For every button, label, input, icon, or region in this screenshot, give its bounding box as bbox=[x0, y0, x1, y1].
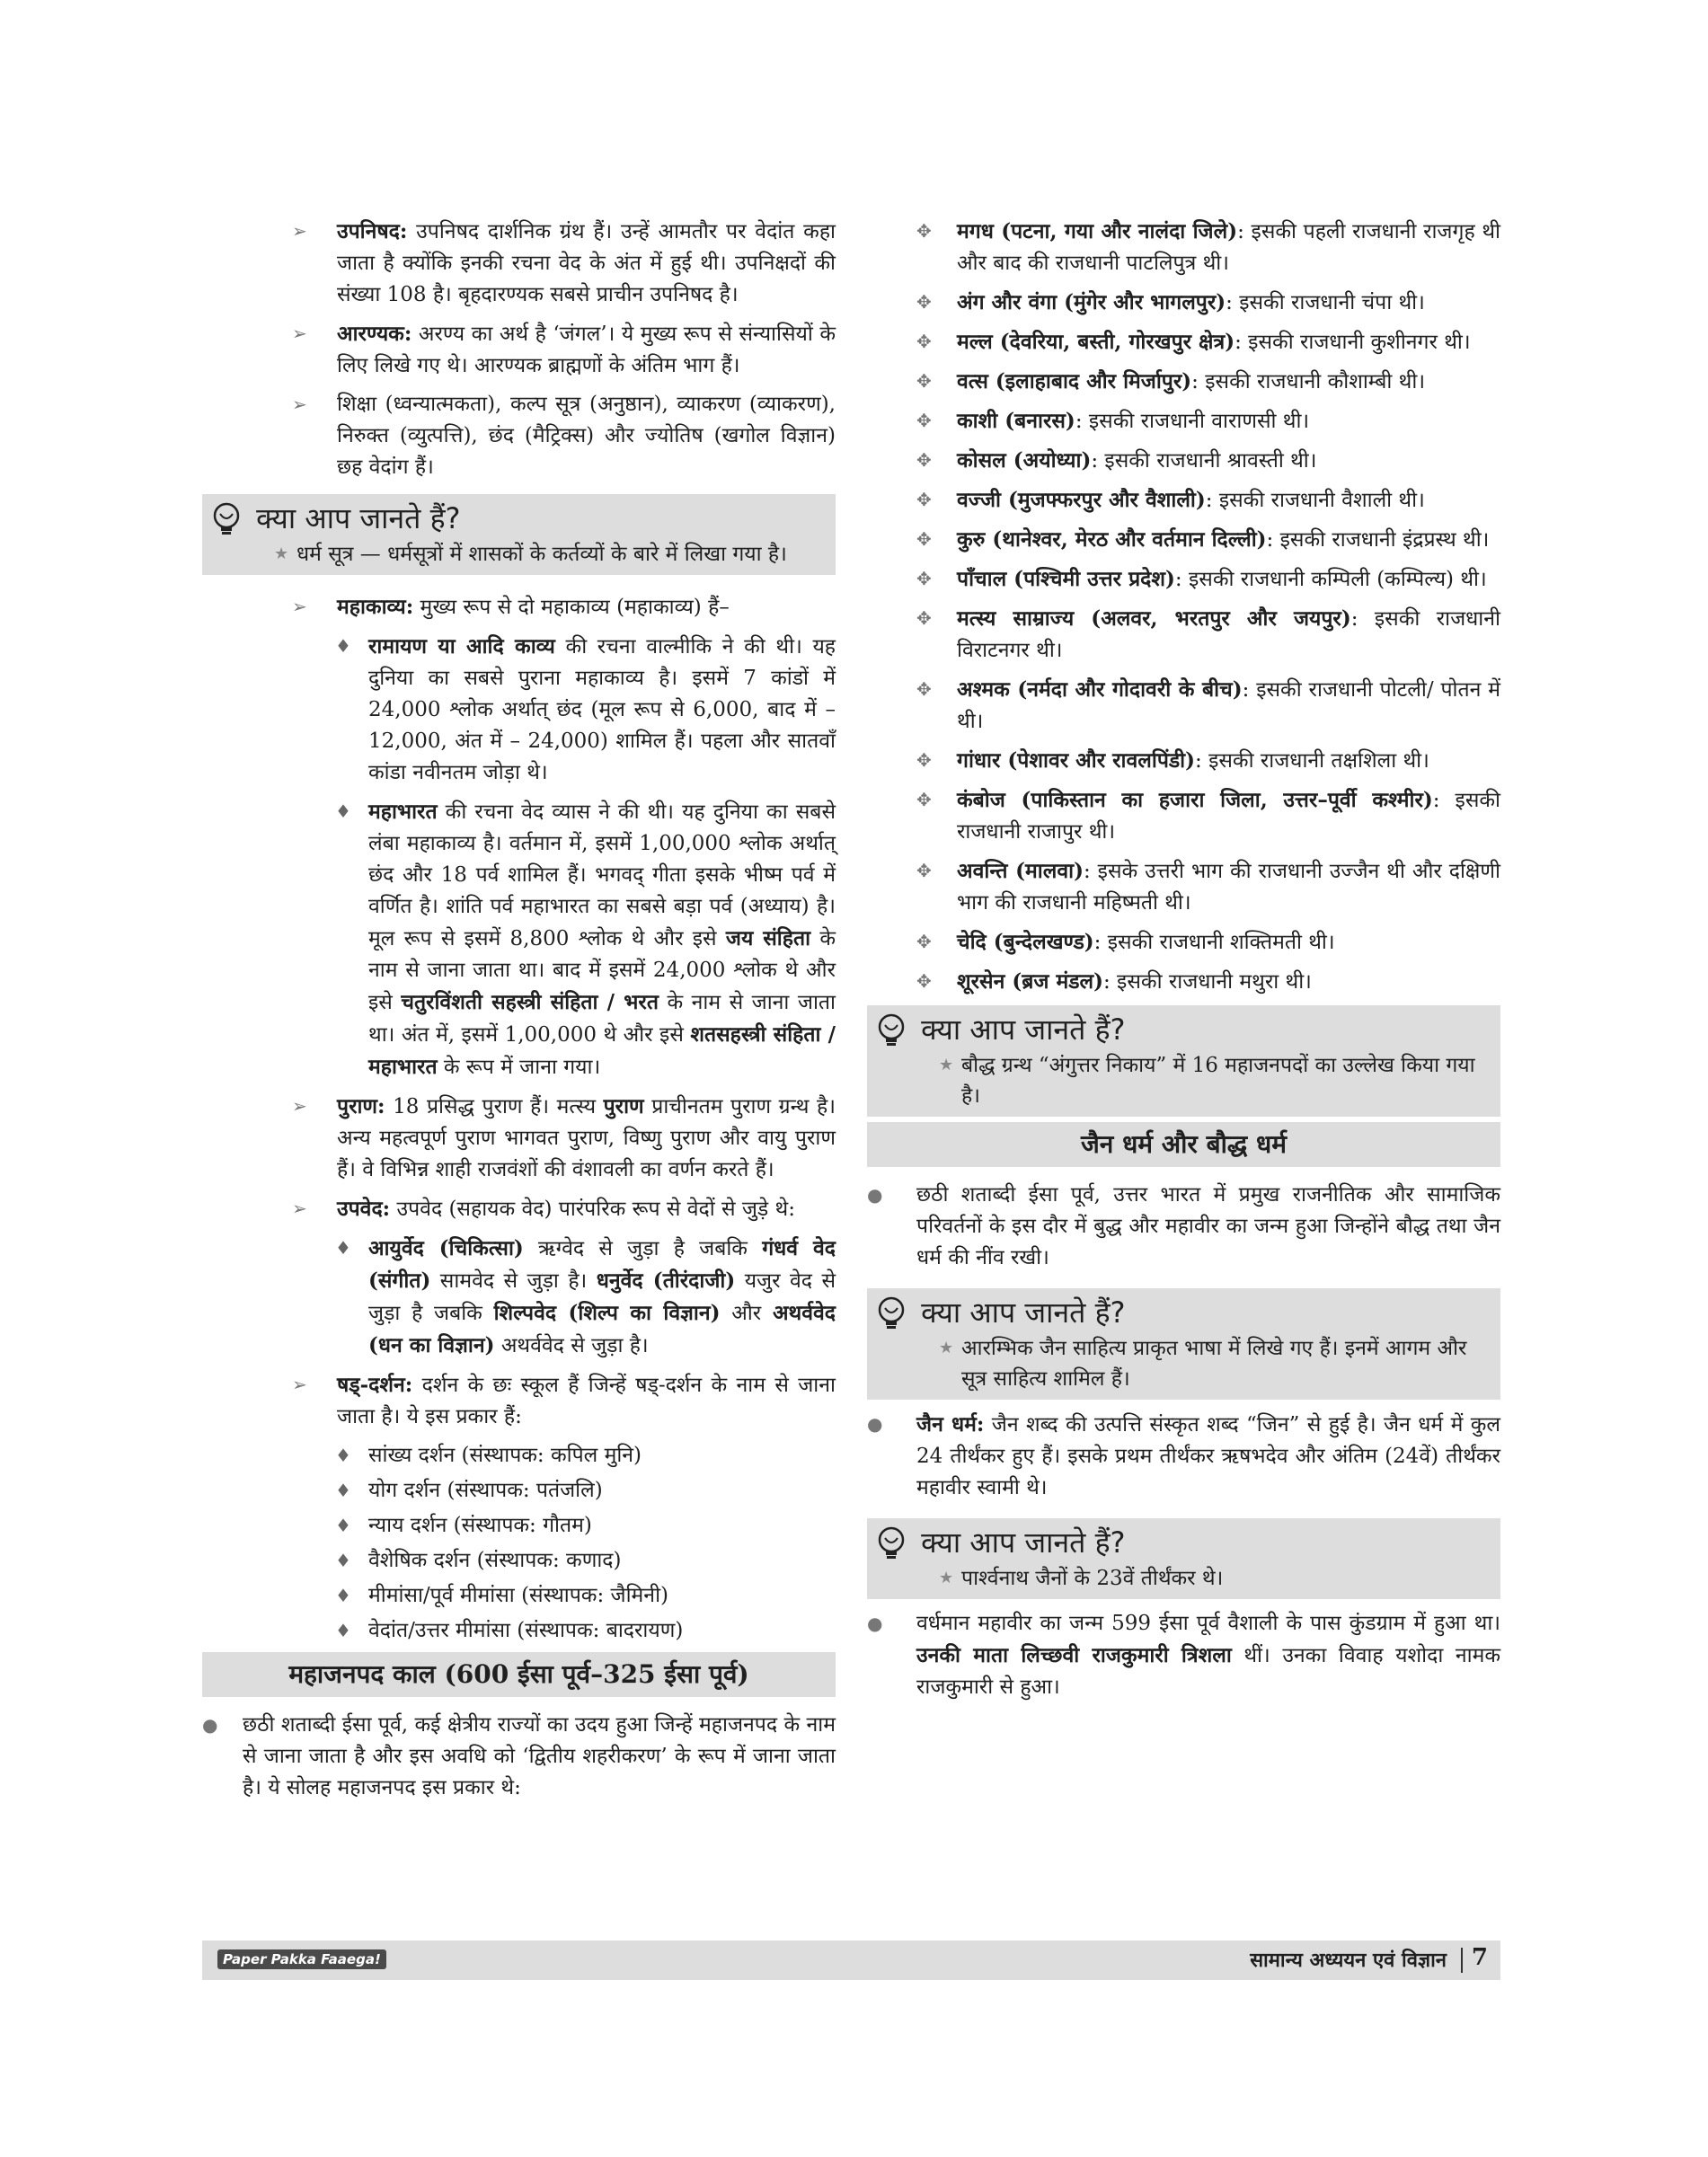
footer-divider bbox=[1461, 1948, 1463, 1973]
did-you-know-box: क्या आप जानते हैं? ★ आरम्भिक जैन साहित्य प्राकृत भाषा में लिखे गए हैं। इनमें आगम और सूत्र साहित्य शामिल हैं। bbox=[867, 1288, 1500, 1400]
did-you-know-box: क्या आप जानते हैं? ★ पार्श्वनाथ जैनों के 23वें तीर्थंकर थे। bbox=[867, 1518, 1500, 1599]
dot-bullet-icon: ● bbox=[867, 1613, 883, 1634]
left-column bbox=[202, 216, 836, 1811]
cross-bullet-icon: ✥ bbox=[916, 607, 932, 629]
arrow-bullet-icon: ➢ bbox=[292, 1374, 307, 1395]
sub-list-item: ♦ रामायण या आदि काव्य की रचना वाल्मीकि ने की थी। यह दुनिया का सबसे पुराना महाकाव्य है। इसमें 7 कांडों में 24,000 श्लोक अर्थात् छंद (मूल रूप से 6,000, बाद में – 12,000, अंत में – 24,000) शामिल हैं। पहला और सातवाँ कांडा नवीनतम जोड़ा थे। bbox=[202, 631, 836, 789]
dot-bullet-icon: ● bbox=[202, 1714, 218, 1736]
arrow-bullet-icon: ➢ bbox=[292, 596, 307, 617]
star-icon: ★ bbox=[939, 1339, 954, 1357]
arrow-bullet-icon: ➢ bbox=[292, 1198, 307, 1219]
paragraph: ● छठी शताब्दी ईसा पूर्व, कई क्षेत्रीय राज्यों का उदय हुआ जिन्हें महाजनपद के नाम से जाना जाता है और इस अवधि को ‘द्वितीय शहरीकरण’ के रूप में जाना जाता है। ये सोलह महाजनपद इस प्रकार थे: bbox=[202, 1710, 836, 1804]
did-you-know-box: क्या आप जानते हैं? ★ धर्म सूत्र — धर्मसूत्रों में शासकों के कर्तव्यों के बारे में लिखा गया है। bbox=[202, 494, 836, 575]
box-title: क्या आप जानते हैं? bbox=[256, 501, 461, 535]
janapad-item: ✥ पाँचाल (पश्चिमी उत्तर प्रदेश): इसकी राजधानी कम्पिली (कम्पिल्य) थी। bbox=[867, 563, 1500, 596]
janapad-item: ✥ शूरसेन (ब्रज मंडल): इसकी राजधानी मथुरा थी। bbox=[867, 966, 1500, 998]
diamond-bullet-icon: ♦ bbox=[335, 1620, 351, 1641]
cross-bullet-icon: ✥ bbox=[916, 489, 932, 510]
arrow-bullet-icon: ➢ bbox=[292, 1095, 307, 1117]
lightbulb-icon bbox=[876, 1013, 907, 1049]
sub-list-item: ♦ सांख्य दर्शन (संस्थापक: कपिल मुनि) bbox=[202, 1440, 836, 1472]
sub-list-item: ♦ वैशेषिक दर्शन (संस्थापक: कणाद) bbox=[202, 1545, 836, 1577]
list-item: ➢ महाकाव्य: मुख्य रूप से दो महाकाव्य (महाकाव्य) हैं– bbox=[202, 591, 836, 623]
sub-list-item: ♦ आयुर्वेद (चिकित्सा) ऋग्वेद से जुड़ा है जबकि गंधर्व वेद (संगीत) सामवेद से जुड़ा है। धनुर्वेद (तीरंदाजी) यजुर वेद से जुड़ा है जबकि शिल्पवेद (शिल्प का विज्ञान) और अथर्ववेद (धन का विज्ञान) अथर्ववेद से जुड़ा है। bbox=[202, 1233, 836, 1362]
cross-bullet-icon: ✥ bbox=[916, 291, 932, 313]
did-you-know-box: क्या आप जानते हैं? ★ बौद्ध ग्रन्थ “अंगुत्तर निकाय” में 16 महाजनपदों का उल्लेख किया गया है। bbox=[867, 1005, 1500, 1117]
janapad-item: ✥ कंबोज (पाकिस्तान का हजारा जिला, उत्तर–पूर्वी कश्मीर): इसकी राजधानी राजापुर थी। bbox=[867, 784, 1500, 848]
list-item: ➢ शिक्षा (ध्वन्यात्मकता), कल्प सूत्र (अनुष्ठान), व्याकरण (व्याकरण), निरुक्त (व्युत्पत्ति), छंद (मैट्रिक्स) और ज्योतिष (खगोल विज्ञान) छह वेदांग हैं। bbox=[202, 389, 836, 483]
diamond-bullet-icon: ♦ bbox=[335, 1480, 351, 1501]
section-heading: जैन धर्म और बौद्ध धर्म bbox=[867, 1122, 1500, 1167]
cross-bullet-icon: ✥ bbox=[916, 331, 932, 352]
arrow-bullet-icon: ➢ bbox=[292, 393, 307, 415]
arrow-bullet-icon: ➢ bbox=[292, 220, 307, 242]
janapad-item: ✥ वत्स (इलाहाबाद और मिर्जापुर): इसकी राजधानी कौशाम्बी थी। bbox=[867, 366, 1500, 398]
janapad-item: ✥ अश्मक (नर्मदा और गोदावरी के बीच): इसकी राजधानी पोटली/ पोतन में थी। bbox=[867, 674, 1500, 738]
cross-bullet-icon: ✥ bbox=[916, 860, 932, 881]
paragraph: ● जैन धर्म: जैन शब्द की उत्पत्ति संस्कृत शब्द “जिन” से हुई है। जैन धर्म में कुल 24 तीर्थंकर हुए हैं। इसके प्रथम तीर्थंकर ऋषभदेव और अंतिम (24वें) तीर्थंकर महावीर स्वामी थे। bbox=[867, 1409, 1500, 1504]
paragraph: ● छठी शताब्दी ईसा पूर्व, उत्तर भारत में प्रमुख राजनीतिक और सामाजिक परिवर्तनों के इस दौर में बुद्ध और महावीर का जन्म हुआ जिन्होंने बौद्ध तथा जैन धर्म की नींव रखी। bbox=[867, 1180, 1500, 1274]
page-footer bbox=[202, 1940, 1500, 1980]
right-column bbox=[867, 216, 1500, 1711]
dot-bullet-icon: ● bbox=[867, 1184, 883, 1206]
janapad-item: ✥ कोसल (अयोध्या): इसकी राजधानी श्रावस्ती थी। bbox=[867, 445, 1500, 477]
arrow-bullet-icon: ➢ bbox=[292, 323, 307, 344]
lightbulb-icon bbox=[876, 1526, 907, 1562]
cross-bullet-icon: ✥ bbox=[916, 370, 932, 392]
star-icon: ★ bbox=[274, 544, 289, 563]
list-item: ➢ आरण्यक: अरण्य का अर्थ है ‘जंगल’। ये मुख्य रूप से संन्यासियों के लिए लिखे गए थे। आरण्यक ब्राह्मणों के अंतिम भाग हैं। bbox=[202, 318, 836, 382]
janapad-item: ✥ गांधार (पेशावर और रावलपिंडी): इसकी राजधानी तक्षशिला थी। bbox=[867, 745, 1500, 777]
cross-bullet-icon: ✥ bbox=[916, 789, 932, 810]
sub-list-item: ♦ योग दर्शन (संस्थापक: पतंजलि) bbox=[202, 1475, 836, 1507]
diamond-bullet-icon: ♦ bbox=[335, 800, 351, 822]
diamond-bullet-icon: ♦ bbox=[335, 1237, 351, 1259]
diamond-bullet-icon: ♦ bbox=[335, 1550, 351, 1571]
lightbulb-icon bbox=[876, 1296, 907, 1332]
janapad-item: ✥ मल्ल (देवरिया, बस्ती, गोरखपुर क्षेत्र): इसकी राजधानी कुशीनगर थी। bbox=[867, 326, 1500, 358]
sub-list-item: ♦ न्याय दर्शन (संस्थापक: गौतम) bbox=[202, 1510, 836, 1542]
sub-list-item: ♦ वेदांत/उत्तर मीमांसा (संस्थापक: बादरायण) bbox=[202, 1615, 836, 1647]
cross-bullet-icon: ✥ bbox=[916, 970, 932, 992]
footer-title: सामान्य अध्ययन एवं विज्ञान bbox=[1250, 1949, 1447, 1972]
box-title: क्या आप जानते हैं? bbox=[921, 1295, 1126, 1330]
cross-bullet-icon: ✥ bbox=[916, 410, 932, 431]
paragraph: ● वर्धमान महावीर का जन्म 599 ईसा पूर्व वैशाली के पास कुंडग्राम में हुआ था। उनकी माता लिच्छवी राजकुमारी त्रिशला थीं। उनका विवाह यशोदा नामक राजकुमारी से हुआ। bbox=[867, 1608, 1500, 1703]
box-title: क्या आप जानते हैं? bbox=[921, 1012, 1126, 1047]
section-heading: महाजनपद काल (600 ईसा पूर्व–325 ईसा पूर्व) bbox=[202, 1652, 836, 1697]
list-item: ➢ षड्-दर्शन: दर्शन के छः स्कूल हैं जिन्हें षड्-दर्शन के नाम से जाना जाता है। ये इस प्रकार हैं: bbox=[202, 1369, 836, 1433]
janapad-item: ✥ वज्जी (मुजफ्फरपुर और वैशाली): इसकी राजधानी वैशाली थी। bbox=[867, 484, 1500, 517]
janapad-item: ✥ अंग और वंगा (मुंगेर और भागलपुर): इसकी राजधानी चंपा थी। bbox=[867, 287, 1500, 319]
sub-list-item: ♦ महाभारत की रचना वेद व्यास ने की थी। यह दुनिया का सबसे लंबा महाकाव्य है। वर्तमान में, इसमें 1,00,000 श्लोक अर्थात् छंद और 18 पर्व शामिल हैं। भगवद् गीता इसके भीष्म पर्व में वर्णित है। शांति पर्व महाभारत का सबसे बड़ा पर्व (अध्याय) है। मूल रूप से इसमें 8,800 श्लोक थे और इसे जय संहिता के नाम से जाना जाता था। बाद में इसमें 24,000 श्लोक थे और इसे चतुरविंशती सहस्त्री संहिता / भरत के नाम से जाना जाता था। अंत में, इसमें 1,00,000 थे और इसे शतसहस्त्री संहिता / महाभारत के रूप में जाना गया। bbox=[202, 796, 836, 1083]
list-item: ➢ उपनिषद: उपनिषद दार्शनिक ग्रंथ हैं। उन्हें आमतौर पर वेदांत कहा जाता है क्योंकि इनकी रचना वेद के अंत में हुई थी। उपनिक्षदों की संख्या 108 है। बृहदारण्यक सबसे प्राचीन उपनिषद है। bbox=[202, 216, 836, 311]
diamond-bullet-icon: ♦ bbox=[335, 1585, 351, 1606]
list-item: ➢ उपवेद: उपवेद (सहायक वेद) पारंपरिक रूप से वेदों से जुड़े थे: bbox=[202, 1193, 836, 1225]
lightbulb-icon bbox=[211, 502, 242, 538]
cross-bullet-icon: ✥ bbox=[916, 568, 932, 589]
cross-bullet-icon: ✥ bbox=[916, 931, 932, 952]
cross-bullet-icon: ✥ bbox=[916, 678, 932, 700]
janapad-item: ✥ काशी (बनारस): इसकी राजधानी वाराणसी थी। bbox=[867, 405, 1500, 438]
janapad-item: ✥ अवन्ति (मालवा): इसके उत्तरी भाग की राजधानी उज्जैन थी और दक्षिणी भाग की राजधानी महिष्मती थी। bbox=[867, 855, 1500, 919]
dot-bullet-icon: ● bbox=[867, 1413, 883, 1435]
box-title: क्या आप जानते हैं? bbox=[921, 1525, 1126, 1560]
publisher-logo: Paper Pakka Faaega! bbox=[217, 1949, 386, 1969]
star-icon: ★ bbox=[939, 1056, 954, 1074]
diamond-bullet-icon: ♦ bbox=[335, 1515, 351, 1536]
list-item: ➢ पुराण: 18 प्रसिद्ध पुराण हैं। मत्स्य पुराण प्राचीनतम पुराण ग्रन्थ है। अन्य महत्वपूर्ण पुराण भागवत पुराण, विष्णु पुराण और वायु पुराण हैं। वे विभिन्न शाही राजवंशों की वंशावली का वर्णन करते हैं। bbox=[202, 1091, 836, 1186]
star-icon: ★ bbox=[939, 1569, 954, 1587]
diamond-bullet-icon: ♦ bbox=[335, 635, 351, 657]
cross-bullet-icon: ✥ bbox=[916, 449, 932, 471]
sub-list-item: ♦ मीमांसा/पूर्व मीमांसा (संस्थापक: जैमिनी) bbox=[202, 1580, 836, 1612]
cross-bullet-icon: ✥ bbox=[916, 220, 932, 242]
janapad-item: ✥ मत्स्य साम्राज्य (अलवर, भरतपुर और जयपुर): इसकी राजधानी विराटनगर थी। bbox=[867, 603, 1500, 667]
janapad-item: ✥ कुरु (थानेश्वर, मेरठ और वर्तमान दिल्ली): इसकी राजधानी इंद्रप्रस्थ थी। bbox=[867, 524, 1500, 556]
page-number: 7 bbox=[1471, 1944, 1488, 1971]
janapad-item: ✥ मगध (पटना, गया और नालंदा जिले): इसकी पहली राजधानी राजगृह थी और बाद की राजधानी पाटलिपुत्र थी। bbox=[867, 216, 1500, 279]
cross-bullet-icon: ✥ bbox=[916, 528, 932, 550]
diamond-bullet-icon: ♦ bbox=[335, 1445, 351, 1466]
janapad-item: ✥ चेदि (बुन्देलखण्ड): इसकी राजधानी शक्तिमती थी। bbox=[867, 926, 1500, 959]
cross-bullet-icon: ✥ bbox=[916, 749, 932, 771]
